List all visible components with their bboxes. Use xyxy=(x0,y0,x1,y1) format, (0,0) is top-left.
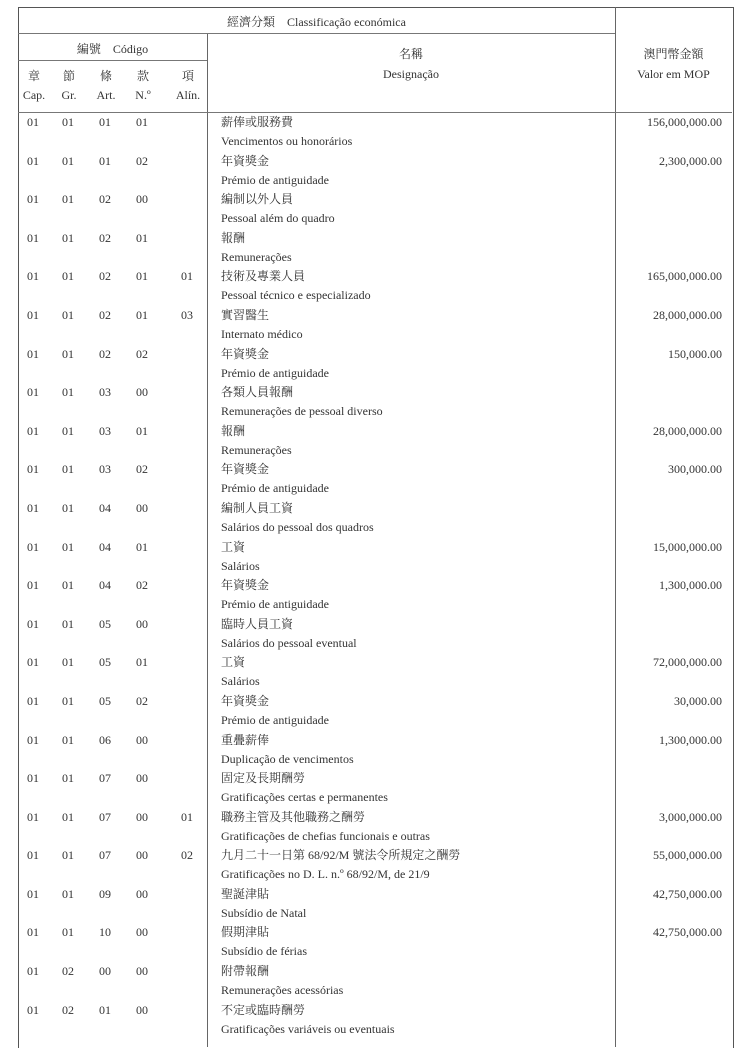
designation-zh: 臨時人員工資 xyxy=(221,616,294,631)
designation-pt: Vencimentos ou honorários xyxy=(221,134,353,148)
code-gr: 01 xyxy=(62,115,74,129)
code-art: 02 xyxy=(99,192,111,207)
table-row xyxy=(0,500,739,539)
table-row xyxy=(0,616,739,655)
designation-zh: 年資獎金 xyxy=(221,153,270,168)
code-gr: 02 xyxy=(62,964,74,979)
value-mop: 28,000,000.00 xyxy=(653,307,722,322)
divider xyxy=(18,60,207,61)
value-header-zh: 澳門幣金額 xyxy=(643,47,704,61)
code-n: 00 xyxy=(136,848,148,863)
code-gr: 01 xyxy=(62,192,74,207)
code-gr: 01 xyxy=(62,771,74,786)
value-mop: 1,300,000.00 xyxy=(659,578,722,593)
value-mop: 3,000,000.00 xyxy=(659,809,722,824)
code-art: 04 xyxy=(99,500,111,515)
code-gr: 01 xyxy=(62,230,74,245)
designation-zh: 工資 xyxy=(221,539,246,554)
value-mop: 42,750,000.00 xyxy=(653,925,722,940)
code-alin: 01 xyxy=(181,809,193,824)
code-art: 07 xyxy=(99,771,111,786)
designation-zh: 假期津貼 xyxy=(221,925,270,940)
code-gr: 01 xyxy=(62,307,74,322)
table-row xyxy=(0,1002,739,1041)
code-cap: 01 xyxy=(27,616,39,631)
code-gr: 01 xyxy=(62,655,74,670)
code-gr: 01 xyxy=(62,423,74,438)
designation-zh: 報酬 xyxy=(221,230,246,245)
code-gr: 01 xyxy=(62,693,74,708)
code-n: 02 xyxy=(136,462,148,477)
table-row xyxy=(0,693,739,732)
name-header-zh: 名稱 xyxy=(398,47,423,61)
code-n: 00 xyxy=(136,500,148,515)
code-art: 04 xyxy=(99,539,111,554)
col-header-zh: 節 xyxy=(62,69,75,83)
table-row xyxy=(0,230,739,269)
value-mop: 15,000,000.00 xyxy=(653,539,722,554)
code-cap: 01 xyxy=(27,385,39,400)
table-row xyxy=(0,346,739,385)
designation-pt: Duplicação de vencimentos xyxy=(221,751,354,766)
code-n: 01 xyxy=(136,269,148,284)
code-alin: 02 xyxy=(181,848,193,863)
code-art: 07 xyxy=(99,809,111,824)
designation-pt: Gratificações de chefias funcionais e outras xyxy=(221,828,430,843)
code-gr: 01 xyxy=(62,578,74,593)
table-row xyxy=(0,654,739,693)
code-gr: 01 xyxy=(62,848,74,863)
value-mop: 42,750,000.00 xyxy=(653,886,722,901)
designation-pt: Subsídio de férias xyxy=(221,944,307,959)
designation-zh: 報酬 xyxy=(221,423,246,438)
designation-pt: Gratificações certas e permanentes xyxy=(221,790,388,805)
table-row xyxy=(0,577,739,616)
code-art: 00 xyxy=(99,964,111,979)
code-gr: 01 xyxy=(62,925,74,940)
code-art: 09 xyxy=(99,886,111,901)
value-mop: 150,000.00 xyxy=(668,346,722,361)
designation-zh: 各類人員報酬 xyxy=(221,385,294,400)
designation-zh: 技術及專業人員 xyxy=(221,269,306,284)
code-n: 00 xyxy=(136,925,148,940)
designation-pt: Pessoal além do quadro xyxy=(221,211,335,226)
code-art: 05 xyxy=(99,616,111,631)
code-cap: 01 xyxy=(27,964,39,979)
code-gr: 01 xyxy=(62,809,74,824)
code-art: 03 xyxy=(99,423,111,438)
code-gr: 02 xyxy=(62,1002,74,1017)
code-n: 01 xyxy=(136,115,148,129)
designation-zh: 工資 xyxy=(221,655,246,670)
code-gr: 01 xyxy=(62,500,74,515)
designation-pt: Subsídio de Natal xyxy=(221,905,307,920)
code-n: 01 xyxy=(136,539,148,554)
table-row xyxy=(0,153,739,192)
table-row xyxy=(0,268,739,307)
col-header-zh: 條 xyxy=(99,69,112,83)
code-art: 01 xyxy=(99,1002,111,1017)
code-cap: 01 xyxy=(27,925,39,940)
code-cap: 01 xyxy=(27,578,39,593)
designation-pt: Gratificações variáveis ou eventuais xyxy=(221,1021,395,1036)
table-row xyxy=(0,461,739,500)
table-row xyxy=(0,924,739,963)
code-n: 01 xyxy=(136,230,148,245)
code-gr: 01 xyxy=(62,346,74,361)
code-n: 00 xyxy=(136,886,148,901)
designation-pt: Prémio de antiguidade xyxy=(221,365,329,380)
code-n: 02 xyxy=(136,693,148,708)
designation-pt: Prémio de antiguidade xyxy=(221,712,329,727)
designation-zh: 年資獎金 xyxy=(221,346,270,361)
code-gr: 01 xyxy=(62,462,74,477)
table-row xyxy=(0,886,739,925)
designation-pt: Prémio de antiguidade xyxy=(221,597,329,612)
table-row xyxy=(0,847,739,886)
designation-zh: 重疊薪俸 xyxy=(221,732,270,747)
divider xyxy=(18,112,732,113)
designation-pt: Remunerações de pessoal diverso xyxy=(221,404,383,419)
table-row xyxy=(0,539,739,578)
code-art: 10 xyxy=(99,925,111,940)
designation-pt: Salários xyxy=(221,558,260,573)
designation-pt: Salários xyxy=(221,674,260,689)
table-row xyxy=(0,423,739,462)
designation-zh: 固定及長期酬勞 xyxy=(221,771,306,786)
code-art: 05 xyxy=(99,693,111,708)
code-cap: 01 xyxy=(27,423,39,438)
designation-pt: Salários do pessoal dos quadros xyxy=(221,519,374,534)
designation-pt: Prémio de antiguidade xyxy=(221,172,329,187)
designation-pt: Salários do pessoal eventual xyxy=(221,635,357,650)
col-header-pt: Art. xyxy=(96,88,116,102)
code-n: 02 xyxy=(136,578,148,593)
code-n: 01 xyxy=(136,307,148,322)
code-n: 00 xyxy=(136,616,148,631)
designation-zh: 編制人員工資 xyxy=(221,500,294,515)
designation-pt: Internato médico xyxy=(221,326,303,341)
code-n: 00 xyxy=(136,1002,148,1017)
designation-pt: Prémio de antiguidade xyxy=(221,481,329,496)
code-cap: 01 xyxy=(27,539,39,554)
code-cap: 01 xyxy=(27,269,39,284)
code-gr: 01 xyxy=(62,385,74,400)
code-cap: 01 xyxy=(27,771,39,786)
code-n: 02 xyxy=(136,346,148,361)
code-n: 00 xyxy=(136,809,148,824)
designation-zh: 薪俸或服務費 xyxy=(221,115,294,129)
name-header-pt: Designação xyxy=(383,67,439,81)
code-n: 01 xyxy=(136,423,148,438)
col-header-zh: 項 xyxy=(181,69,194,83)
code-gr: 01 xyxy=(62,616,74,631)
value-mop: 1,300,000.00 xyxy=(659,732,722,747)
designation-zh: 年資獎金 xyxy=(221,462,270,477)
col-header-zh: 章 xyxy=(27,69,40,83)
code-n: 00 xyxy=(136,964,148,979)
designation-pt: Remunerações xyxy=(221,249,292,264)
code-cap: 01 xyxy=(27,848,39,863)
designation-zh: 實習醫生 xyxy=(221,307,270,322)
designation-pt: Pessoal técnico e especializado xyxy=(221,288,371,303)
code-n: 00 xyxy=(136,385,148,400)
code-n: 02 xyxy=(136,153,148,168)
code-gr: 01 xyxy=(62,153,74,168)
col-header-zh: 款 xyxy=(136,69,149,83)
code-alin: 01 xyxy=(181,269,193,284)
code-art: 02 xyxy=(99,269,111,284)
designation-zh: 附帶報酬 xyxy=(221,964,270,979)
designation-zh: 年資獎金 xyxy=(221,693,270,708)
code-art: 01 xyxy=(99,115,111,129)
value-mop: 55,000,000.00 xyxy=(653,848,722,863)
code-cap: 01 xyxy=(27,655,39,670)
value-mop: 30,000.00 xyxy=(674,693,722,708)
code-art: 03 xyxy=(99,462,111,477)
code-art: 02 xyxy=(99,346,111,361)
code-header: 編號 Código xyxy=(76,42,149,56)
designation-pt: Remunerações xyxy=(221,442,292,457)
table-row xyxy=(0,809,739,848)
code-cap: 01 xyxy=(27,192,39,207)
code-art: 03 xyxy=(99,385,111,400)
code-cap: 01 xyxy=(27,732,39,747)
designation-zh: 職務主管及其他職務之酬勞 xyxy=(221,809,366,824)
table-row xyxy=(0,770,739,809)
code-art: 04 xyxy=(99,578,111,593)
classification-header: 經濟分類 Classificação económica xyxy=(227,15,406,29)
code-gr: 01 xyxy=(62,732,74,747)
code-cap: 01 xyxy=(27,693,39,708)
code-art: 06 xyxy=(99,732,111,747)
code-alin: 03 xyxy=(181,307,193,322)
code-art: 02 xyxy=(99,230,111,245)
code-n: 00 xyxy=(136,192,148,207)
divider xyxy=(18,33,615,34)
table-row xyxy=(0,384,739,423)
designation-pt: Gratificações no D. L. n.º 68/92/M, de 21/9 xyxy=(221,867,430,882)
code-cap: 01 xyxy=(27,1002,39,1017)
value-mop: 165,000,000.00 xyxy=(647,269,722,284)
col-header-pt: N.º xyxy=(135,88,151,102)
value-mop: 156,000,000.00 xyxy=(647,115,722,129)
table-row xyxy=(0,732,739,771)
code-cap: 01 xyxy=(27,500,39,515)
code-art: 02 xyxy=(99,307,111,322)
code-gr: 01 xyxy=(62,886,74,901)
col-header-pt: Gr. xyxy=(61,88,77,102)
code-cap: 01 xyxy=(27,230,39,245)
code-gr: 01 xyxy=(62,539,74,554)
designation-zh: 年資獎金 xyxy=(221,578,270,593)
value-mop: 28,000,000.00 xyxy=(653,423,722,438)
table-row xyxy=(0,307,739,346)
code-cap: 01 xyxy=(27,153,39,168)
code-n: 01 xyxy=(136,655,148,670)
designation-pt: Remunerações acessórias xyxy=(221,983,344,998)
table-body xyxy=(0,114,739,1040)
code-art: 07 xyxy=(99,848,111,863)
value-mop: 2,300,000.00 xyxy=(659,153,722,168)
code-cap: 01 xyxy=(27,886,39,901)
code-art: 01 xyxy=(99,153,111,168)
code-n: 00 xyxy=(136,771,148,786)
col-header-pt: Alín. xyxy=(175,88,201,102)
code-cap: 01 xyxy=(27,346,39,361)
code-cap: 01 xyxy=(27,307,39,322)
col-header-pt: Cap. xyxy=(22,88,46,102)
code-cap: 01 xyxy=(27,809,39,824)
designation-zh: 九月二十一日第 68/92/M 號法令所規定之酬勞 xyxy=(221,848,461,863)
designation-zh: 聖誕津貼 xyxy=(221,886,270,901)
code-art: 05 xyxy=(99,655,111,670)
value-mop: 300,000.00 xyxy=(668,462,722,477)
table-row xyxy=(0,191,739,230)
code-gr: 01 xyxy=(62,269,74,284)
table-row xyxy=(0,114,739,153)
designation-zh: 不定或臨時酬勞 xyxy=(221,1002,306,1017)
code-n: 00 xyxy=(136,732,148,747)
table-row xyxy=(0,963,739,1002)
value-mop: 72,000,000.00 xyxy=(653,655,722,670)
code-cap: 01 xyxy=(27,462,39,477)
code-cap: 01 xyxy=(27,115,39,129)
value-header-pt: Valor em MOP xyxy=(637,67,710,81)
designation-zh: 編制以外人員 xyxy=(221,192,294,207)
